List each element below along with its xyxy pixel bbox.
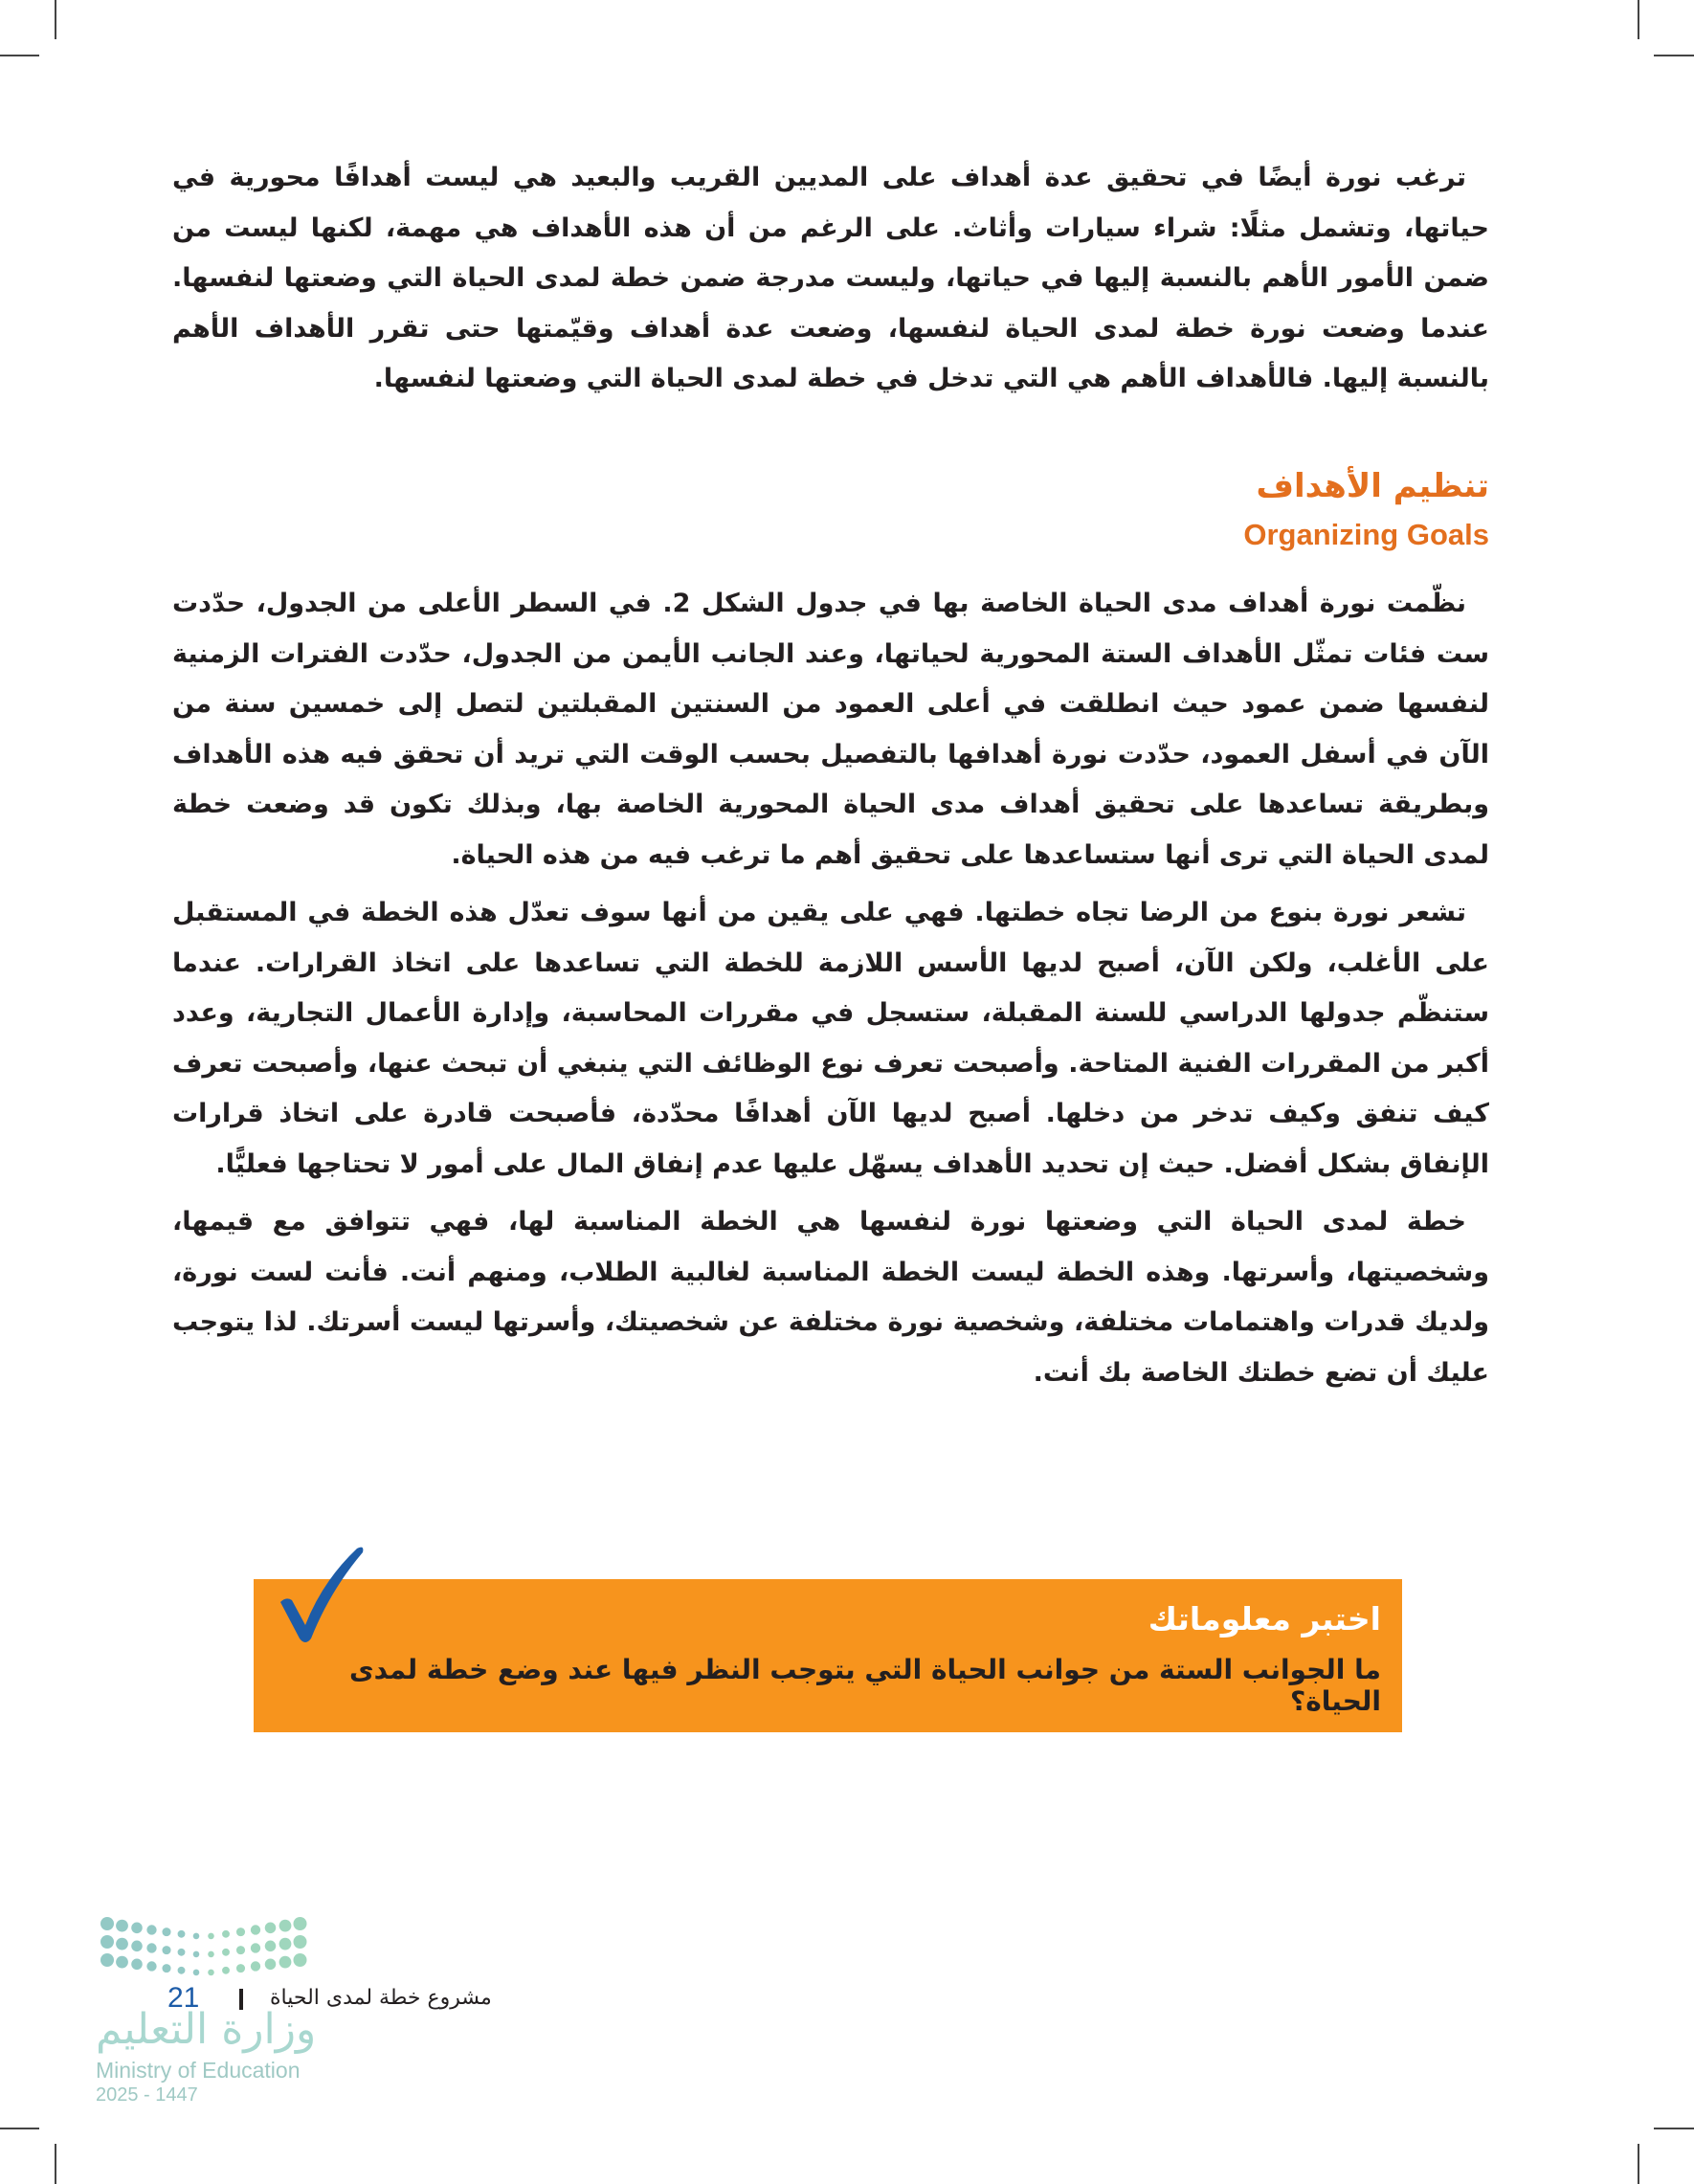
logo-dot: [193, 1951, 200, 1958]
crop-mark: [1654, 55, 1694, 56]
crop-mark: [55, 0, 56, 39]
logo-dot: [236, 1928, 245, 1936]
logo-dot: [193, 1970, 200, 1976]
ministry-name-arabic: وزارة التعليم: [96, 2005, 317, 2054]
logo-dot: [131, 1941, 143, 1952]
quiz-box: [254, 1579, 1402, 1732]
intro-section: [172, 153, 1489, 412]
logo-dot: [178, 1930, 186, 1938]
logo-dot: [222, 1949, 230, 1956]
section-title-english: Organizing Goals: [1243, 518, 1489, 551]
logo-dot: [116, 1938, 128, 1950]
logo-dot: [162, 1928, 170, 1936]
logo-dot: [100, 1935, 114, 1949]
logo-dot: [146, 1925, 156, 1934]
checkmark-icon: [273, 1543, 368, 1648]
logo-dot: [251, 1925, 260, 1934]
logo-dot: [208, 1970, 214, 1976]
body-paragraph: نظّمت نورة أهداف مدى الحياة الخاصة بها في جدول الشكل 2. في السطر الأعلى من الجدول، حدّدت ست فئات تمثّل الأهداف الستة المحورية لحياتها، وعند الجانب الأيمن من الجدول، حدّدت الفترات الزمنية لنفسها ضمن عمود حيث انطلقت في أعلى العمود من السنتين المقبلتين لتصل إلى خمسين سنة من الآن في أسفل العمود، حدّدت نورة أهدافها بالتفصيل بحسب الوقت التي تريد أن تحقق فيه هذه الأهداف وبطريقة تساعدها على تحقيق أهداف مدى الحياة المحورية الخاصة بها، وبذلك تكون قد وضعت خطة لمدى الحياة التي ترى أنها ستساعدها على تحقيق أهم ما ترغب فيه من هذه الحياة.: [172, 589, 1489, 870]
crop-mark: [1638, 0, 1639, 39]
logo-dot: [100, 1917, 114, 1930]
logo-dot: [100, 1953, 114, 1967]
logo-dot: [279, 1956, 292, 1969]
ministry-name-english: Ministry of Education: [96, 2058, 301, 2083]
intro-paragraph: ترغب نورة أيضًا في تحقيق عدة أهداف على المديين القريب والبعيد هي ليست أهدافًا محورية في حياتها، وتشمل مثلًا: شراء سيارات وأثاث. على الرغم من أن هذه الأهداف هي مهمة، لكنها ليست من ضمن الأمور الأهم بالنسبة إليها في حياتها، وليست مدرجة ضمن خطة لمدى الحياة التي وضعتها لنفسها. عندما وضعت نورة خطة لمدى الحياة لنفسها، وضعت عدة أهداف وقيّمتها حتى تقرر الأهداف الأهم بالنسبة إليها. فالأهداف الأهم هي التي تدخل في خطة لمدى الحياة التي وضعتها لنفسها.: [172, 163, 1489, 393]
crop-mark: [1638, 2144, 1639, 2184]
edition-year: 2025 - 1447: [96, 2084, 198, 2106]
logo-dot: [222, 1967, 230, 1974]
logo-dot: [116, 1920, 128, 1932]
logo-dot: [251, 1961, 260, 1971]
book-title: مشروع خطة لمدى الحياة: [270, 1986, 492, 2010]
logo-dot: [116, 1956, 128, 1969]
logo-dot: [178, 1967, 186, 1974]
logo-dot: [251, 1943, 260, 1952]
body-paragraph: تشعر نورة بنوع من الرضا تجاه خطتها. فهي على يقين من أنها سوف تعدّل هذه الخطة في المستقبل على الأغلب، ولكن الآن، أصبح لديها الأسس اللازمة للخطة التي تساعدها على اتخاذ القرارات. عندما ستنظّم جدولها الدراسي للسنة المقبلة، ستسجل في مقررات المحاسبة، وإدارة الأعمال التجارية، وعدد أكبر من المقررات الفنية المتاحة. وأصبحت تعرف نوع الوظائف التي ينبغي أن تبحث عنها، وأصبحت تعرف كيف تنفق وكيف تدخر من دخلها. أصبح لديها الآن أهدافًا محدّدة، فأصبحت قادرة على اتخاذ قرارات الإنفاق بشكل أفضل. حيث إن تحديد الأهداف يسهّل عليها عدم إنفاق المال على أمور لا تحتاجها فعليًّا.: [172, 898, 1489, 1179]
crop-mark: [0, 55, 39, 56]
ministry-logo-icon: [96, 1914, 316, 1986]
logo-dot: [146, 1961, 156, 1971]
logo-dot: [294, 1917, 307, 1930]
logo-dot: [131, 1923, 143, 1934]
body-paragraph: خطة لمدى الحياة التي وضعتها نورة لنفسها هي الخطة المناسبة لها، فهي تتوافق مع قيمها، وشخصيتها، وأسرتها. وهذه الخطة ليست الخطة المناسبة لغالبية الطلاب، ومنهم أنت. فأنت لست نورة، ولديك قدرات واهتمامات مختلفة، وشخصية نورة مختلفة عن شخصيتك، وأسرتها ليست أسرتك. لذا يتوجب عليك أن تضع خطتك الخاصة بك أنت.: [172, 1207, 1489, 1388]
logo-dot: [265, 1941, 277, 1952]
logo-dot: [162, 1964, 170, 1972]
logo-dot: [208, 1933, 214, 1940]
section-title-arabic: تنظيم الأهداف: [1256, 467, 1489, 505]
logo-dot: [208, 1951, 214, 1958]
logo-dot: [279, 1920, 292, 1932]
quiz-title: اختبر معلوماتك: [1148, 1600, 1381, 1638]
crop-mark: [0, 2128, 39, 2129]
logo-dot: [146, 1943, 156, 1952]
logo-dot: [265, 1923, 277, 1934]
quiz-question: ما الجوانب الستة من جوانب الحياة التي يتوجب النظر فيها عند وضع خطة لمدى الحياة؟: [348, 1654, 1381, 1717]
logo-dot: [279, 1938, 292, 1950]
logo-dot: [265, 1959, 277, 1971]
crop-mark: [55, 2144, 56, 2184]
logo-dot: [193, 1933, 200, 1940]
page-number: 21: [167, 1982, 200, 2014]
crop-mark: [1654, 2128, 1694, 2129]
logo-dot: [178, 1949, 186, 1956]
logo-dot: [162, 1946, 170, 1954]
logo-dot: [236, 1964, 245, 1972]
logo-dot: [222, 1930, 230, 1938]
logo-dot: [236, 1946, 245, 1954]
body-section: [172, 579, 1489, 1406]
logo-dot: [131, 1959, 143, 1971]
logo-dot: [294, 1953, 307, 1967]
logo-dot: [294, 1935, 307, 1949]
